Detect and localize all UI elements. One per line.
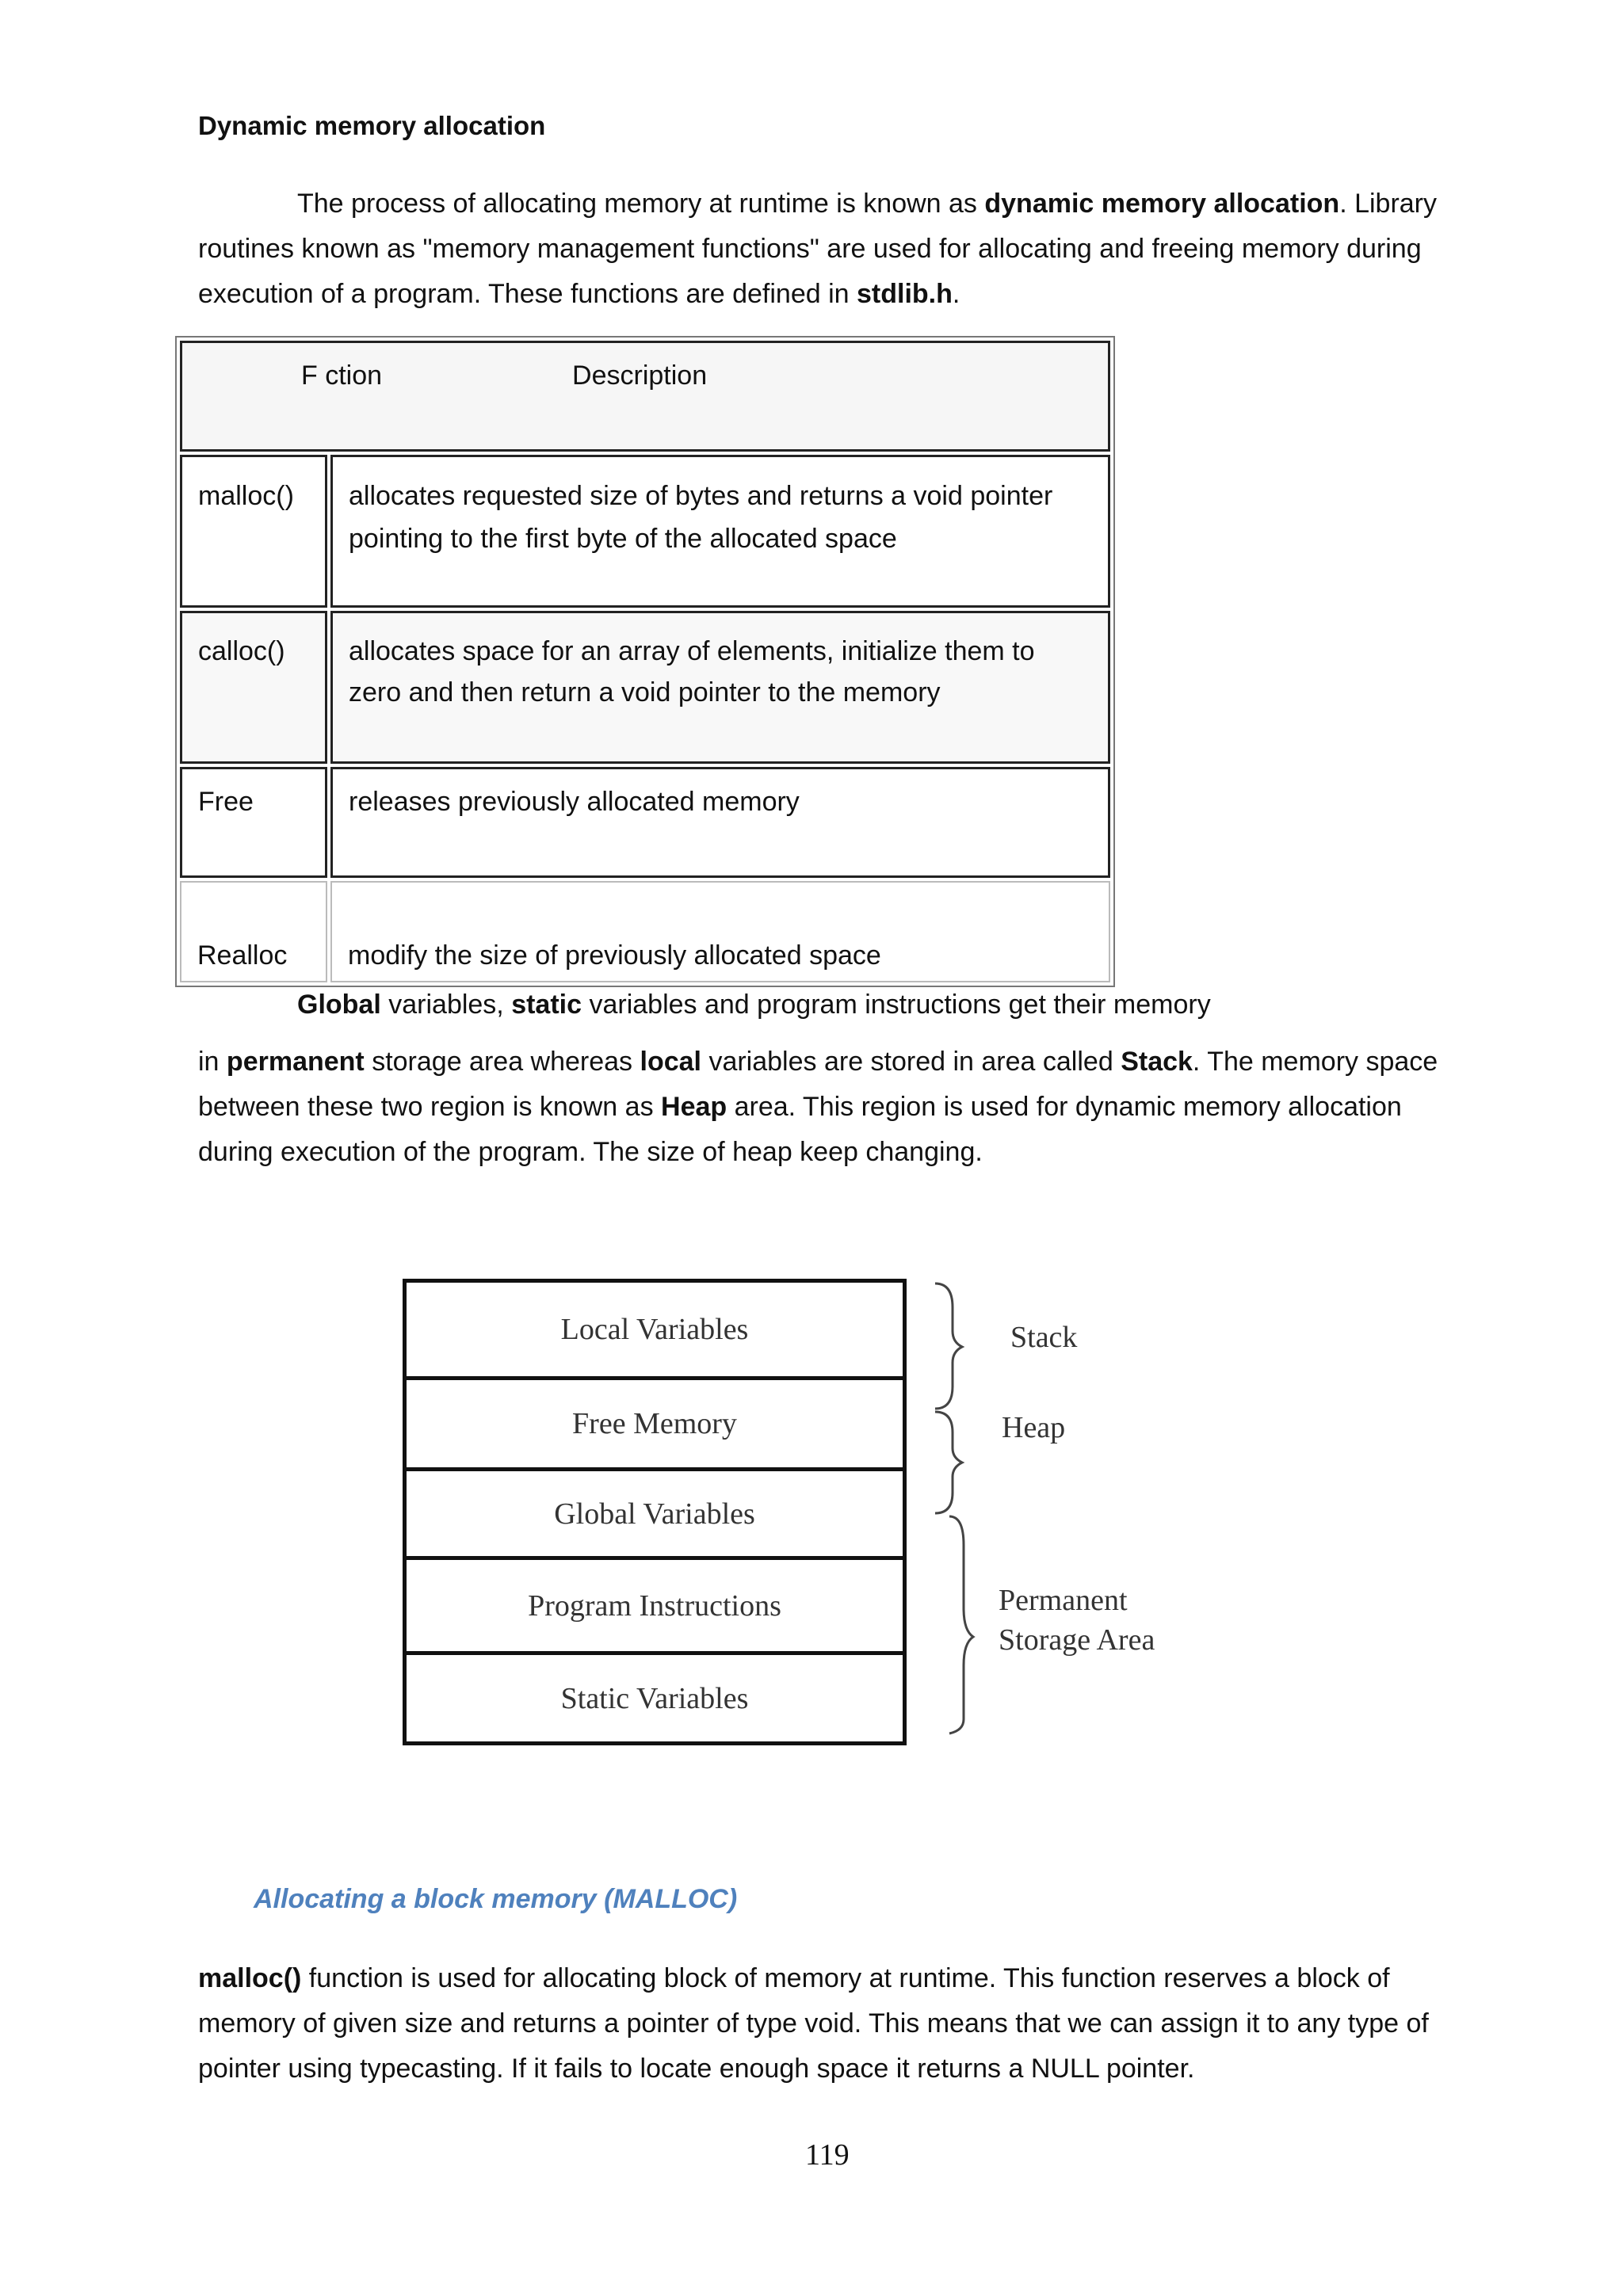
description-cell: modify the size of previously allocated space xyxy=(330,881,1110,982)
memory-layout-diagram xyxy=(403,1279,907,1745)
permanent-brace xyxy=(949,1516,973,1733)
section-heading: Dynamic memory allocation xyxy=(198,111,546,140)
block-program-instructions: Program Instructions xyxy=(407,1560,903,1655)
intro-paragraph: The process of allocating memory at runtime is known as dynamic memory allocation. Library routines known as "memory management functions" are used for allocating and freeing memory during execution of a program. These functions are defined in stdlib.h. xyxy=(198,189,1438,309)
function-cell: Realloc xyxy=(180,881,327,982)
memory-paragraph: Global variables, static variables and program instructions get their memory xyxy=(297,990,1211,1020)
function-cell: calloc() xyxy=(180,611,327,764)
page-number: 119 xyxy=(805,2138,850,2172)
heap-brace xyxy=(935,1412,962,1513)
block-global-variables: Global Variables xyxy=(407,1471,903,1560)
table-row xyxy=(180,881,1110,982)
header-function: F ction xyxy=(301,360,383,391)
table-row xyxy=(180,611,1110,764)
storage-area-label: Storage Area xyxy=(999,1623,1155,1657)
stack-brace xyxy=(935,1283,962,1409)
description-cell: allocates space for an array of elements, initialize them to zero and then return a void pointer to the memory xyxy=(330,611,1110,764)
function-cell: Free xyxy=(180,767,327,878)
subheading: Allocating a block memory (MALLOC) xyxy=(254,1884,738,1914)
function-cell: malloc() xyxy=(180,455,327,608)
block-local-variables: Local Variables xyxy=(407,1283,903,1380)
functions-table xyxy=(175,336,1115,987)
block-free-memory: Free Memory xyxy=(407,1380,903,1471)
table-header-cell xyxy=(180,341,1110,452)
permanent-label: Permanent xyxy=(999,1584,1128,1617)
table-row xyxy=(180,455,1110,608)
description-cell: allocates requested size of bytes and returns a void pointer pointing to the first byte of the allocated space xyxy=(330,455,1110,608)
heap-label: Heap xyxy=(1002,1411,1066,1444)
table-row xyxy=(180,767,1110,878)
block-static-variables: Static Variables xyxy=(560,1681,749,1715)
description-cell: releases previously allocated memory xyxy=(330,767,1110,878)
malloc-paragraph: malloc() function is used for allocating block of memory at runtime. This function reserves a block of memory of given size and returns a pointer of type void. This means that we can assign it to any type of pointer using typecasting. If it fails to locate enough space it returns a NULL pointer. xyxy=(198,1963,1429,2084)
memory-paragraph-cont: in permanent storage area whereas local variables are stored in area called Stack. The memory space between these two region is known as Heap area. This region is used for dynamic memory allocation during execution of the program. The size of heap keep changing. xyxy=(198,1047,1438,1167)
header-description: Description xyxy=(572,360,708,391)
brace-group xyxy=(927,1276,983,1751)
stack-label: Stack xyxy=(1010,1321,1078,1354)
table-header-row xyxy=(180,341,1110,452)
